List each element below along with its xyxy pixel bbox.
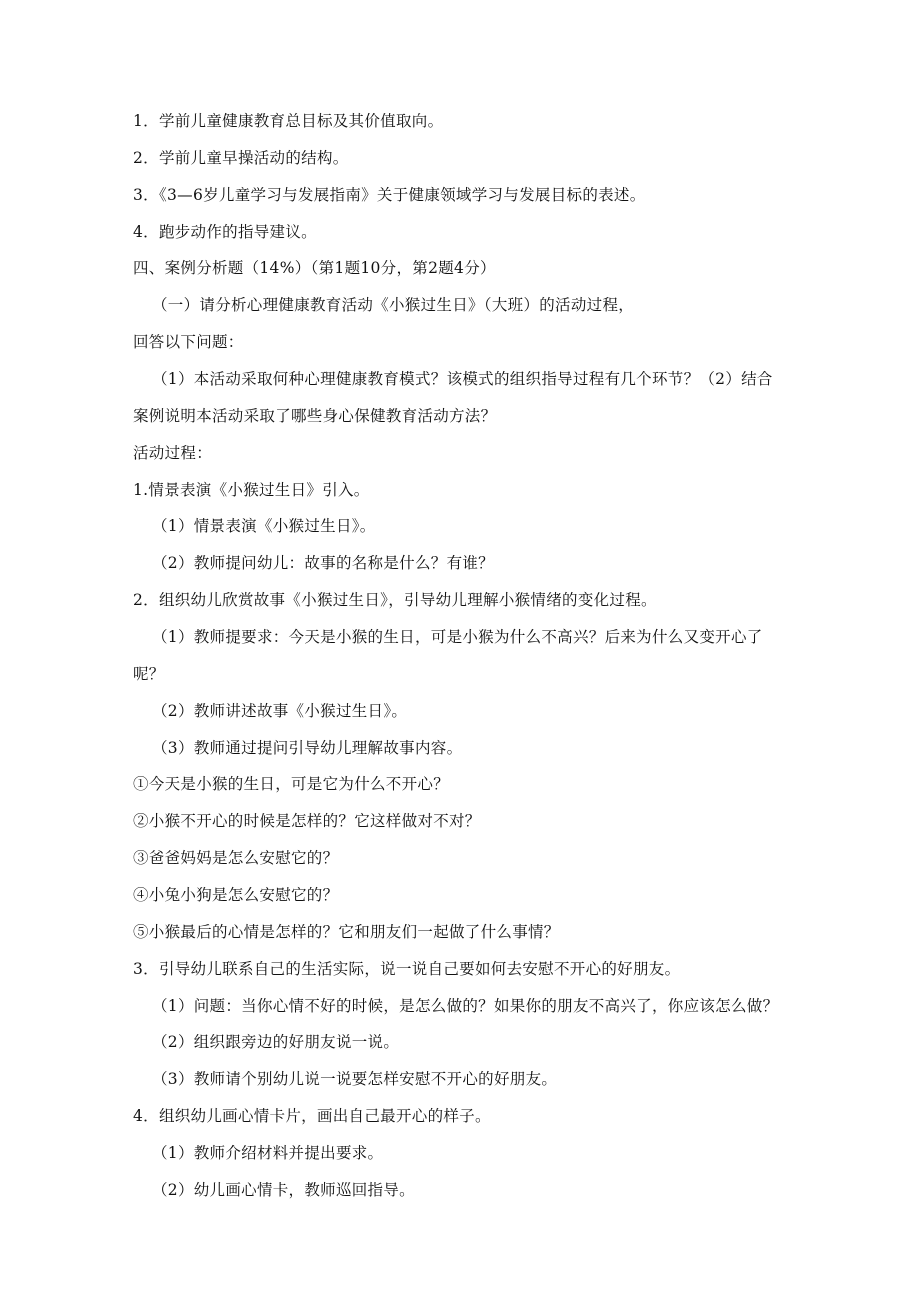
list-item: ①今天是小猴的生日，可是它为什么不开心？ xyxy=(133,775,450,793)
text-line: （1）问题：当你心情不好的时候，是怎么做的？如果你的朋友不高兴了，你应该怎么做？ xyxy=(152,997,779,1015)
text-line: 3．引导幼儿联系自己的生活实际，说一说自己要如何去安慰不开心的好朋友。 xyxy=(133,960,681,978)
text-line: （1）本活动采取何种心理健康教育模式？该模式的组织指导过程有几个环节？（2）结合 xyxy=(152,370,773,388)
text-line: （3）教师通过提问引导幼儿理解故事内容。 xyxy=(152,739,463,757)
text-line: （1）教师提要求：今天是小猴的生日，可是小猴为什么不高兴？后来为什么又变开心了 xyxy=(152,628,763,646)
text-line: （一）请分析心理健康教育活动《小猴过生日》（大班）的活动过程， xyxy=(152,296,635,314)
text-line: （1）情景表演《小猴过生日》。 xyxy=(152,517,376,535)
text-line: （2）幼儿画心情卡，教师巡回指导。 xyxy=(152,1181,415,1199)
list-item: ③爸爸妈妈是怎么安慰它的？ xyxy=(133,849,339,867)
text-line: 3．《3—6岁儿童学习与发展指南》关于健康领域学习与发展目标的表述。 xyxy=(133,186,646,204)
text-line: 4．跑步动作的指导建议。 xyxy=(133,223,317,241)
text-line: 1.情景表演《小猴过生日》引入。 xyxy=(133,481,370,499)
list-item: ⑤小猴最后的心情是怎样的？它和朋友们一起做了什么事情？ xyxy=(133,923,560,941)
text-line: （3）教师请个别幼儿说一说要怎样安慰不开心的好朋友。 xyxy=(152,1070,558,1088)
text-line: 4．组织幼儿画心情卡片，画出自己最开心的样子。 xyxy=(133,1107,491,1125)
text-line: 2．组织幼儿欣赏故事《小猴过生日》，引导幼儿理解小猴情绪的变化过程。 xyxy=(133,591,657,609)
text-line: 活动过程： xyxy=(133,444,213,462)
text-line: （1）教师介绍材料并提出要求。 xyxy=(152,1144,384,1162)
text-line: 案例说明本活动采取了哪些身心保健教育活动方法？ xyxy=(133,407,497,425)
text-line: 呢？ xyxy=(133,665,165,683)
text-line: （2）教师讲述故事《小猴过生日》。 xyxy=(152,702,408,720)
text-line: 回答以下问题： xyxy=(133,333,244,351)
section-heading: 四、案例分析题（14%）（第1题10分，第2题4分） xyxy=(133,259,496,277)
text-line: 2．学前儿童早操活动的结构。 xyxy=(133,149,349,167)
list-item: ④小兔小狗是怎么安慰它的？ xyxy=(133,886,339,904)
text-line: 1．学前儿童健康教育总目标及其价值取向。 xyxy=(133,112,444,130)
text-line: （2）教师提问幼儿：故事的名称是什么？有谁？ xyxy=(152,554,494,572)
list-item: ②小猴不开心的时候是怎样的？它这样做对不对？ xyxy=(133,812,481,830)
text-line: （2）组织跟旁边的好朋友说一说。 xyxy=(152,1033,400,1051)
